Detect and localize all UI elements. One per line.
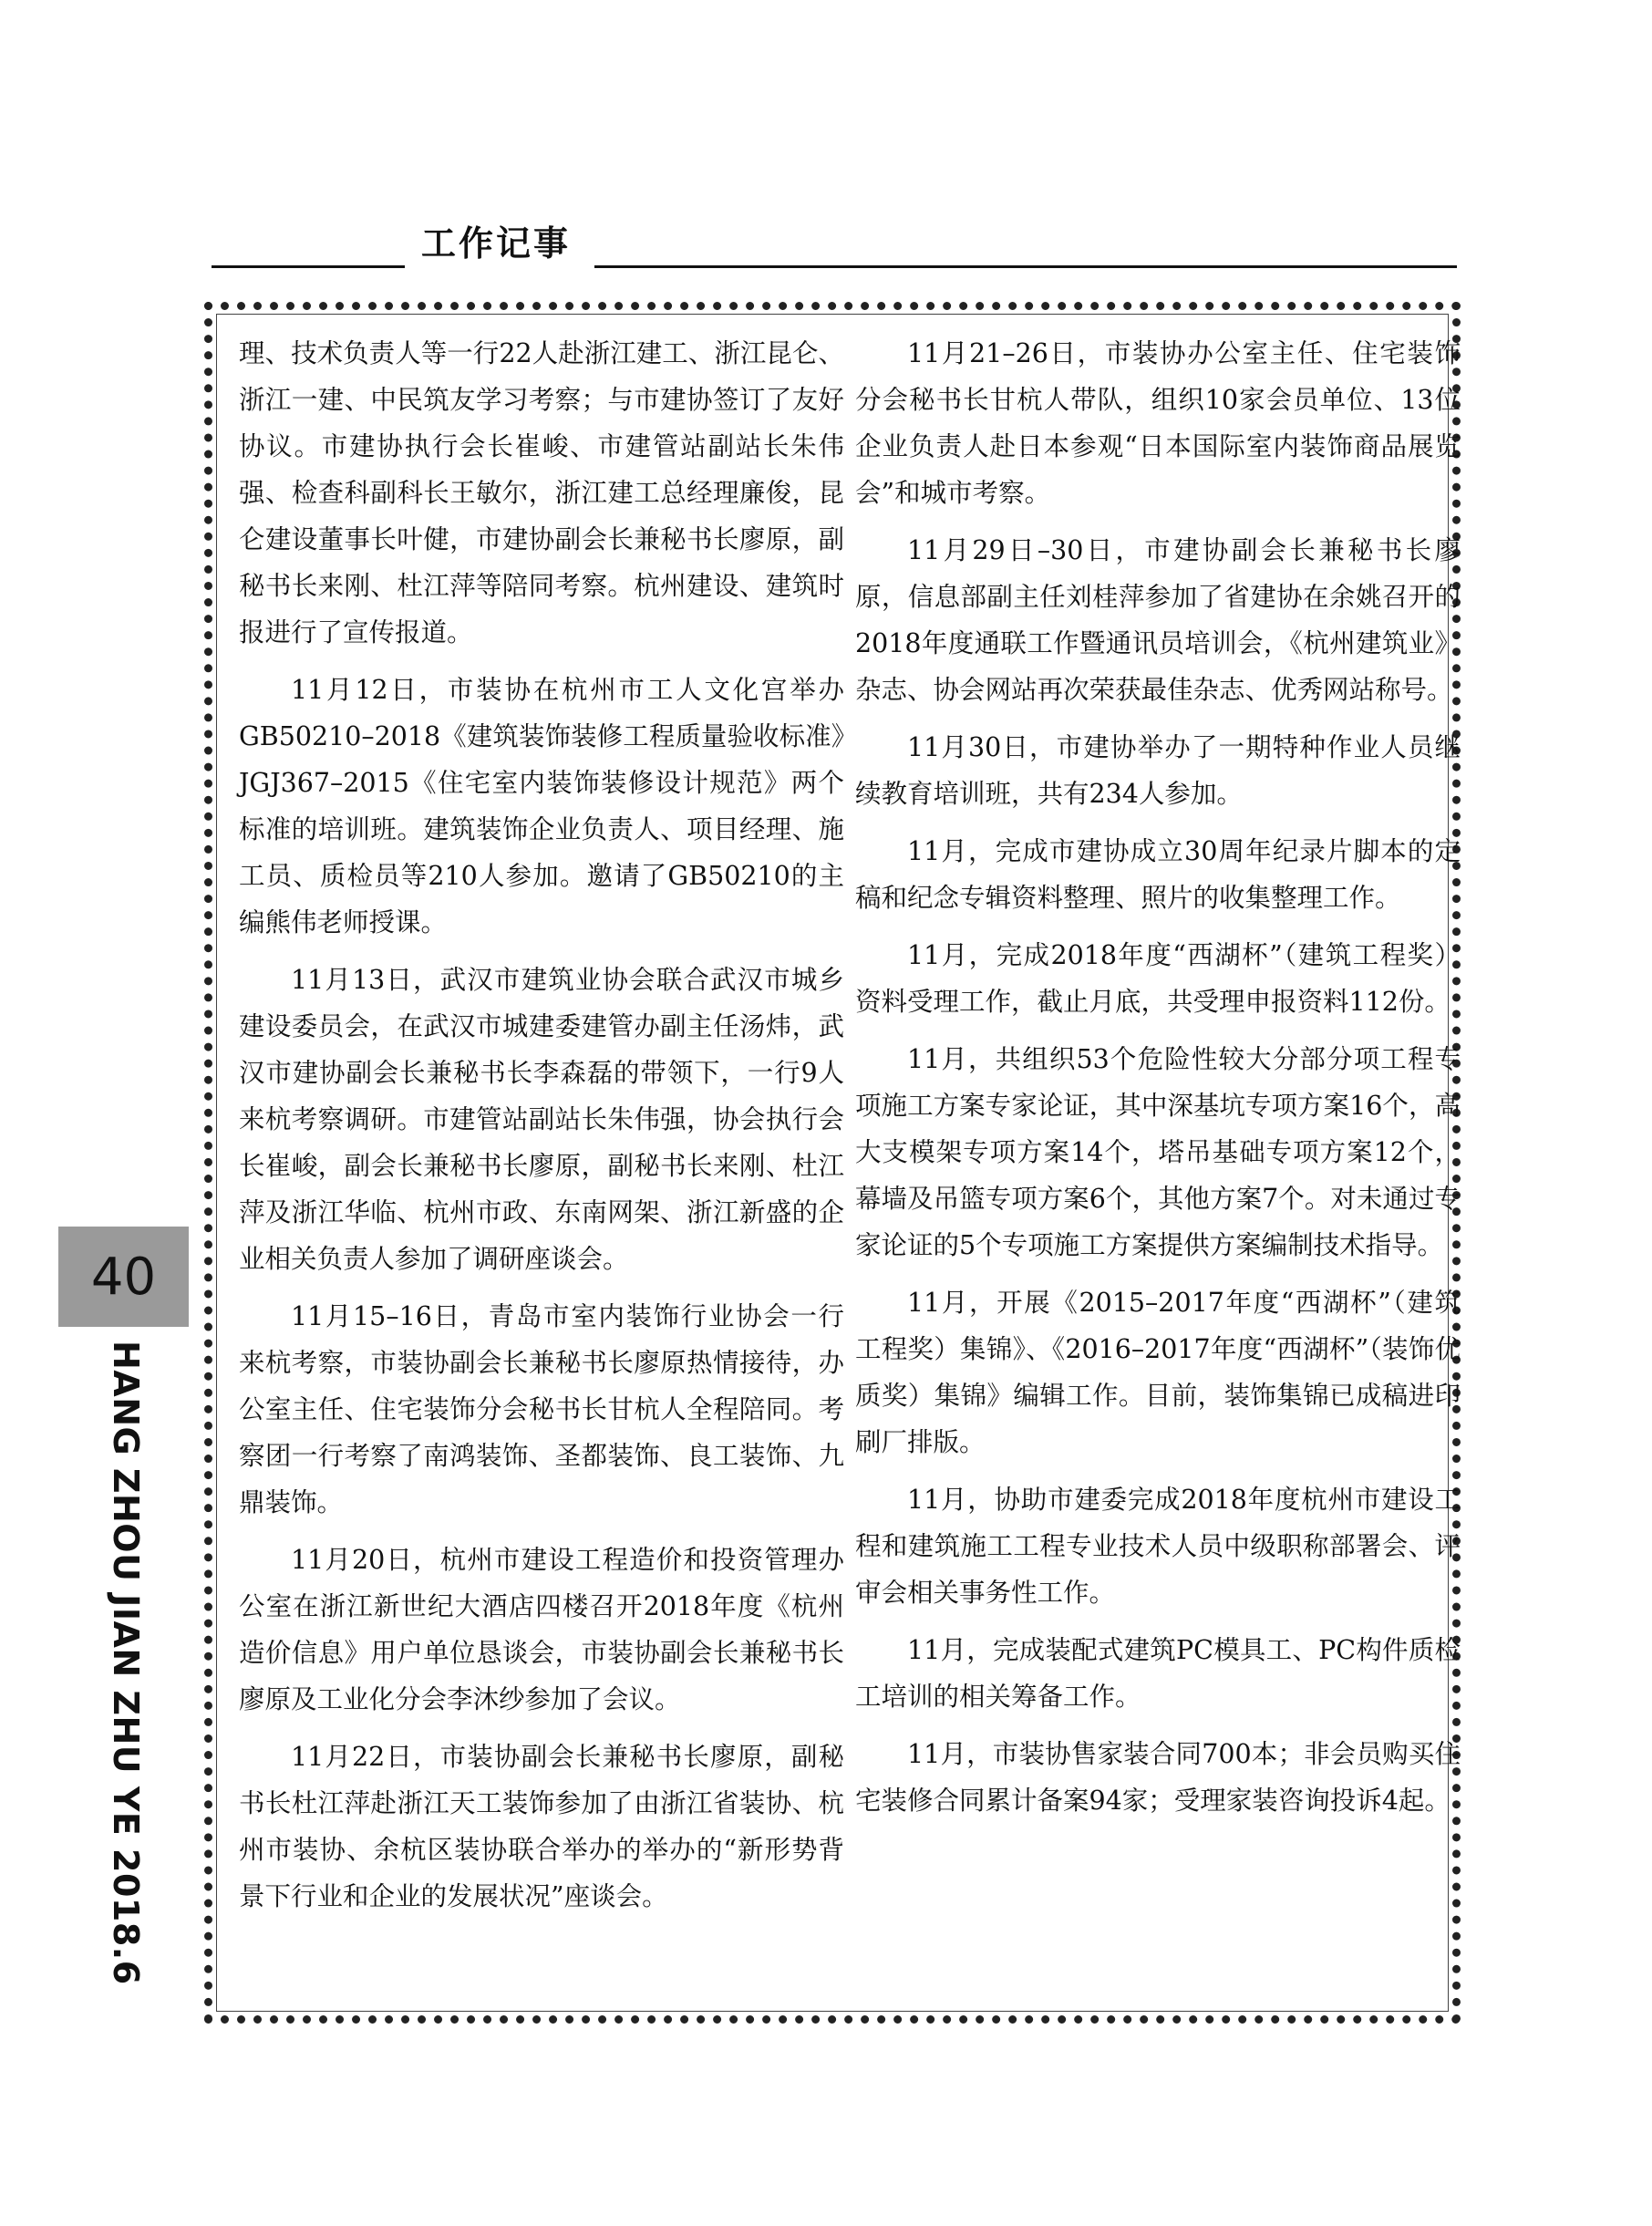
paragraph: 11月，市装协售家装合同700本；非会员购买住宅装修合同累计备案94家；受理家装咨询投诉4起。	[855, 1739, 1461, 1816]
header-rule-left	[212, 265, 405, 268]
paragraph: 11月22日，市装协副会长兼秘书长廖原，副秘书长杜江萍赴浙江天工装饰参加了由浙江省装协、杭州市装协、余杭区装协联合举办的举办的“新形势背景下行业和企业的发展状况”座谈会。	[239, 1742, 844, 1911]
paragraph: 11月20日，杭州市建设工程造价和投资管理办公室在浙江新世纪大酒店四楼召开2018年度《杭州造价信息》用户单位恳谈会，市装协副会长兼秘书长廖原及工业化分会李沐纱参加了会议。	[239, 1545, 844, 1714]
page-number-tab	[58, 1227, 189, 1327]
section-title: 工作记事	[421, 223, 572, 264]
paragraph: 11月29日–30日，市建协副会长兼秘书长廖原，信息部副主任刘桂萍参加了省建协在余姚召开的2018年度通联工作暨通讯员培训会，《杭州建筑业》杂志、协会网站再次荣获最佳杂志、优秀网站称号。	[855, 535, 1461, 705]
magazine-name-vertical: HANG ZHOU JIAN ZHU YE 2018.6	[106, 1341, 146, 1985]
left-column	[239, 330, 844, 1931]
paragraph: 11月，协助市建委完成2018年度杭州市建设工程和建筑施工工程专业技术人员中级职称部署会、评审会相关事务性工作。	[855, 1485, 1461, 1608]
right-column	[855, 330, 1461, 1835]
paragraph: 11月，共组织53个危险性较大分部分项工程专项施工方案专家论证，其中深基坑专项方案16个，高大支模架专项方案14个，塔吊基础专项方案12个，幕墙及吊篮专项方案6个，其他方案7个。对未通过专家论证的5个专项施工方案提供方案编制技术指导。	[855, 1044, 1461, 1260]
paragraph: 11月12日，市装协在杭州市工人文化宫举办GB50210–2018《建筑装饰装修工程质量验收标准》JGJ367–2015《住宅室内装饰装修设计规范》两个标准的培训班。建筑装饰企业负责人、项目经理、施工员、质检员等210人参加。邀请了GB50210的主编熊伟老师授课。	[239, 675, 844, 937]
paragraph-continued: 理、技术负责人等一行22人赴浙江建工、浙江昆仑、浙江一建、中民筑友学习考察；与市建协签订了友好协议。市建协执行会长崔峻、市建管站副站长朱伟强、检查科副科长王敏尔，浙江建工总经理廉俊，昆仑建设董事长叶健，市建协副会长兼秘书长廖原，副秘书长来刚、杜江萍等陪同考察。杭州建设、建筑时报进行了宣传报道。	[239, 338, 844, 647]
paragraph: 11月，完成2018年度“西湖杯”（建筑工程奖）资料受理工作，截止月底，共受理申报资料112份。	[855, 940, 1461, 1017]
paragraph: 11月，完成市建协成立30周年纪录片脚本的定稿和纪念专辑资料整理、照片的收集整理工作。	[855, 836, 1461, 913]
magazine-name-vertical-wrap	[105, 1341, 147, 1985]
paragraph: 11月21–26日，市装协办公室主任、住宅装饰分会秘书长甘杭人带队，组织10家会员单位、13位企业负责人赴日本参观“日本国际室内装饰商品展览会”和城市考察。	[855, 338, 1461, 508]
header-rule-right	[594, 265, 1457, 268]
paragraph: 11月30日，市建协举办了一期特种作业人员继续教育培训班，共有234人参加。	[855, 732, 1461, 809]
paragraph: 11月，开展《2015–2017年度“西湖杯”（建筑工程奖）集锦》、《2016–2017年度“西湖杯”（装饰优质奖）集锦》编辑工作。目前，装饰集锦已成稿进印刷厂排版。	[855, 1288, 1461, 1457]
paragraph: 11月13日，武汉市建筑业协会联合武汉市城乡建设委员会，在武汉市城建委建管办副主任汤炜，武汉市建协副会长兼秘书长李森磊的带领下，一行9人来杭考察调研。市建管站副站长朱伟强，协会执行会长崔峻，副会长兼秘书长廖原，副秘书长来刚、杜江萍及浙江华临、杭州市政、东南网架、浙江新盛的企业相关负责人参加了调研座谈会。	[239, 965, 844, 1274]
page-number: 40	[90, 1247, 157, 1307]
paragraph: 11月，完成装配式建筑PC模具工、PC构件质检工培训的相关筹备工作。	[855, 1635, 1461, 1712]
paragraph: 11月15–16日，青岛市室内装饰行业协会一行来杭考察，市装协副会长兼秘书长廖原热情接待，办公室主任、住宅装饰分会秘书长甘杭人全程陪同。考察团一行考察了南鸿装饰、圣都装饰、良工装饰、九鼎装饰。	[239, 1301, 844, 1517]
